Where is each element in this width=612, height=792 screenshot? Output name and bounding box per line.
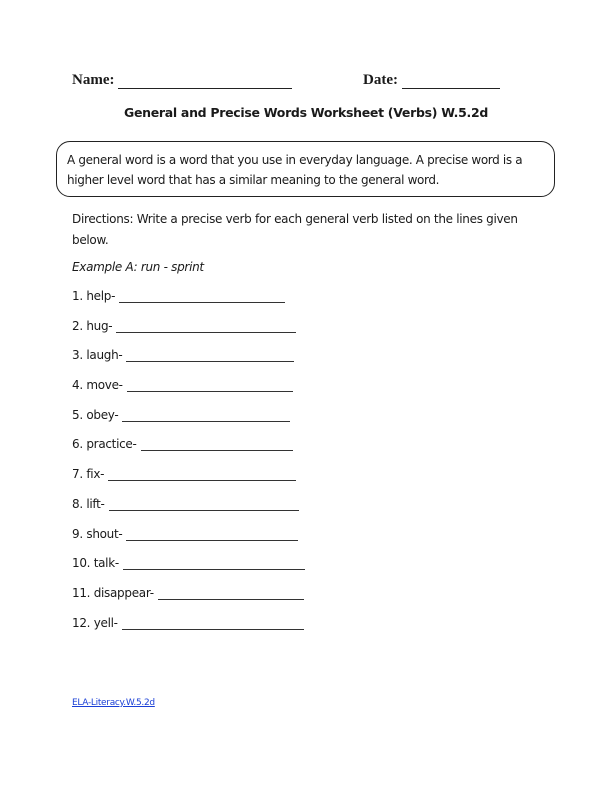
item-label: 10. talk-: [72, 556, 119, 571]
list-item: [72, 289, 305, 319]
answer-line[interactable]: [126, 348, 294, 362]
item-label: 12. yell-: [72, 615, 118, 630]
list-item: [72, 467, 305, 497]
standard-link[interactable]: ELA-Literacy.W.5.2d: [72, 698, 155, 708]
answer-line[interactable]: [127, 378, 293, 392]
item-label: 8. lift-: [72, 496, 105, 511]
answer-line[interactable]: [119, 289, 285, 303]
date-label: Date:: [363, 72, 398, 88]
list-item: [72, 437, 305, 467]
date-blank-line[interactable]: [402, 74, 500, 89]
answer-line[interactable]: [116, 319, 296, 333]
directions-text: Directions: Write a precise verb for each general verb listed on the lines given below.: [72, 212, 518, 247]
answer-line[interactable]: [122, 616, 304, 630]
item-label: 2. hug-: [72, 318, 113, 333]
answer-line[interactable]: [108, 467, 296, 481]
answer-line[interactable]: [158, 586, 304, 600]
list-item: [72, 556, 305, 586]
item-label: 4. move-: [72, 378, 123, 393]
definition-box: [56, 141, 555, 197]
list-item: [72, 527, 305, 557]
definition-text: A general word is a word that you use in everyday language. A precise word is a higher level word that has a similar meaning to the general word.: [67, 153, 523, 187]
list-item: [72, 348, 305, 378]
answer-line[interactable]: [141, 437, 293, 451]
list-item: [72, 497, 305, 527]
item-label: 5. obey-: [72, 407, 119, 422]
example-text: Example A: run - sprint: [72, 260, 204, 274]
answer-line[interactable]: [123, 556, 305, 570]
item-label: 7. fix-: [72, 467, 105, 482]
item-label: 11. disappear-: [72, 585, 154, 600]
item-label: 1. help-: [72, 289, 116, 303]
list-item: [72, 586, 305, 616]
item-label: 6. practice-: [72, 437, 137, 452]
answer-line[interactable]: [122, 408, 290, 422]
item-label: 3. laugh-: [72, 348, 123, 363]
answer-line[interactable]: [109, 497, 299, 511]
name-row: [72, 72, 292, 89]
list-item: [72, 408, 305, 438]
list-item: [72, 616, 305, 646]
worksheet-title: General and Precise Words Worksheet (Verbs) W.5.2d: [123, 105, 489, 120]
date-row: [363, 72, 500, 89]
name-label: Name:: [72, 72, 115, 88]
name-blank-line[interactable]: [118, 74, 292, 89]
list-item: [72, 378, 305, 408]
item-label: 9. shout-: [72, 526, 123, 541]
verb-list: [72, 289, 305, 645]
list-item: [72, 319, 305, 349]
answer-line[interactable]: [126, 527, 298, 541]
